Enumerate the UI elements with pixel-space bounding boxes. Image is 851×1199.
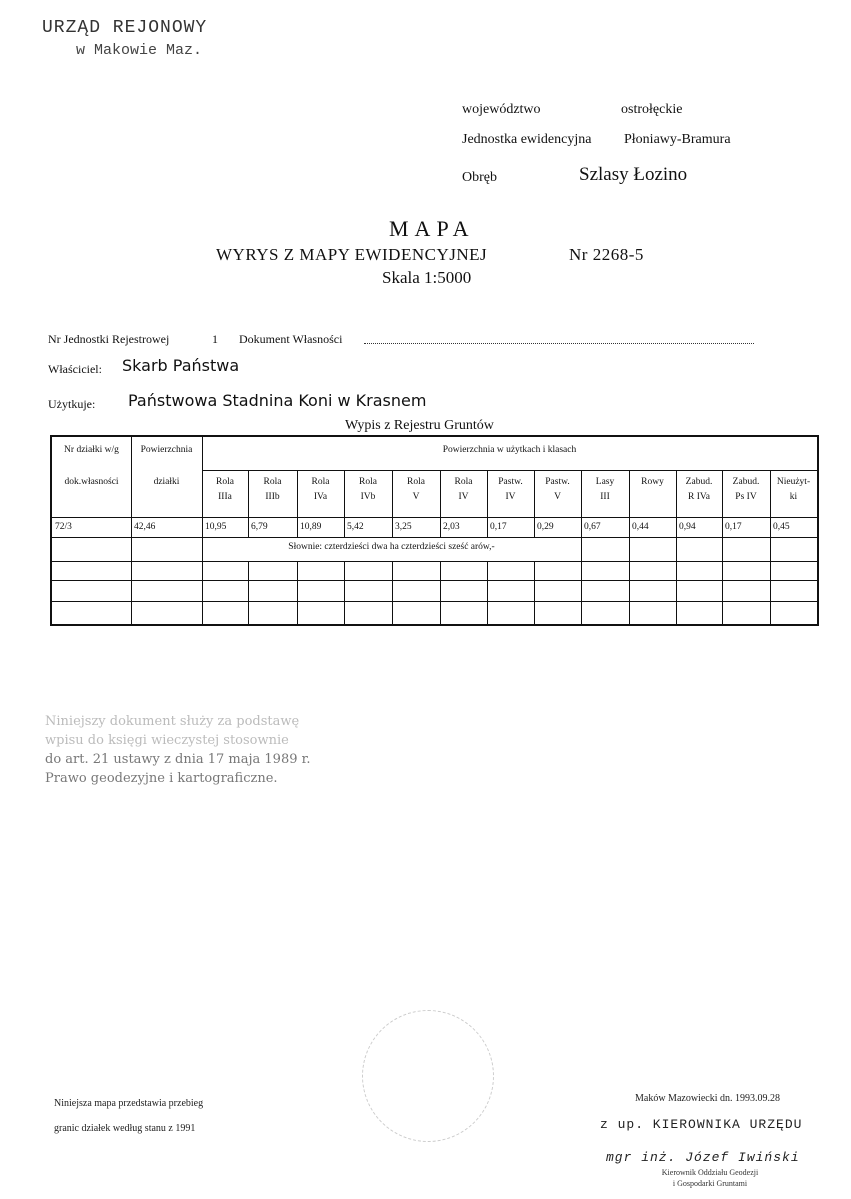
office-stamp-line2: w Makowie Maz. (76, 42, 203, 59)
cell-pow: 42,46 (134, 522, 156, 532)
header-pow-line2: działki (153, 477, 180, 487)
header-nr-line2: dok.własności (64, 477, 119, 487)
signature-title2: i Gospodarki Gruntami (672, 1179, 748, 1188)
header-nr-line1: Nr działki w/g (64, 445, 119, 455)
col-header: Rowy (641, 477, 664, 487)
wojewodztwo-value: ostrołęckie (621, 102, 683, 117)
map-scale: Skala 1:5000 (382, 268, 472, 287)
cell-value: 0,44 (632, 522, 649, 532)
cell-value: 10,95 (205, 522, 227, 532)
col-header: Zabud. Ps IV (732, 477, 760, 502)
uzytkuje-value: Państwowa Stadnina Koni w Krasnem (128, 391, 427, 410)
col-header: Rola IV (454, 477, 473, 502)
cell-nr: 72/3 (55, 522, 72, 532)
cell-value: 6,79 (251, 522, 268, 532)
wlasciciel-value: Skarb Państwa (122, 356, 240, 375)
wlasciciel-label: Właściciel: (48, 362, 102, 376)
footer-left-line1: Niniejsza mapa przedstawia przebieg (54, 1098, 204, 1109)
cell-value: 10,89 (300, 522, 322, 532)
cell-value: 3,25 (395, 522, 412, 532)
col-header: Lasy III (595, 477, 615, 502)
land-register-table (50, 435, 819, 626)
col-header: Rola IIIb (263, 477, 282, 502)
dokument-label: Dokument Własności (239, 332, 343, 346)
dokument-dotted-line (364, 342, 754, 344)
official-seal (362, 1010, 494, 1142)
nr-jednostki-value: 1 (212, 332, 218, 346)
col-header: Rola IVa (311, 477, 330, 502)
cell-value: 0,17 (490, 522, 507, 532)
header-pow-line1: Powierzchnia (140, 445, 193, 455)
document-subtitle: WYRYS Z MAPY EWIDENCYJNEJ (216, 245, 488, 264)
office-stamp-line1: URZĄD REJONOWY (42, 18, 208, 38)
col-header: Pastw. V (545, 477, 570, 502)
cell-value: 5,42 (347, 522, 364, 532)
table-caption: Wypis z Rejestru Gruntów (345, 418, 494, 433)
wojewodztwo-label: województwo (462, 102, 541, 117)
cell-value: 0,94 (679, 522, 696, 532)
col-header: Rola IIIa (216, 477, 234, 502)
col-header: Pastw. IV (498, 477, 523, 502)
signature-title1: Kierownik Oddziału Geodezji (661, 1168, 759, 1177)
document-title: MAPA (389, 216, 475, 241)
uzytkuje-label: Użytkuje: (48, 397, 96, 411)
col-header: Rola IVb (359, 477, 377, 502)
cell-value: 2,03 (443, 522, 460, 532)
place-date: Maków Mazowiecki dn. 1993.09.28 (635, 1093, 780, 1104)
legal-note: Niniejszy dokument służy za podstawę wpisu do księgi wieczystej stosownie do art. 21 ustawy z dnia 17 maja 1989 r. Prawo geodezyjne i kartograficzne. (45, 714, 311, 786)
area-in-words: Słownie: czterdzieści dwa ha czterdzieści sześć arów,- (288, 542, 495, 552)
obreb-label: Obręb (462, 170, 497, 185)
nr-jednostki-label: Nr Jednostki Rejestrowej (48, 332, 170, 346)
cell-value: 0,45 (773, 522, 790, 532)
jednostka-value: Płoniawy-Bramura (624, 132, 731, 147)
signature-name: mgr inż. Józef Iwiński (606, 1150, 800, 1165)
footer-left-line2: granic działek według stanu z 1991 (54, 1123, 196, 1134)
cell-value: 0,17 (725, 522, 742, 532)
col-header: Nieużyt- ki (776, 477, 811, 502)
cell-value: 0,29 (537, 522, 554, 532)
col-header: Zabud. R IVa (685, 477, 713, 502)
col-header: Rola V (407, 477, 425, 502)
jednostka-label: Jednostka ewidencyjna (462, 132, 592, 147)
cell-value: 0,67 (584, 522, 601, 532)
obreb-value: Szlasy Łozino (579, 164, 688, 185)
signature-line1: z up. KIEROWNIKA URZĘDU (600, 1117, 803, 1132)
header-group: Powierzchnia w użytkach i klasach (442, 445, 577, 455)
document-number: Nr 2268-5 (569, 245, 644, 264)
